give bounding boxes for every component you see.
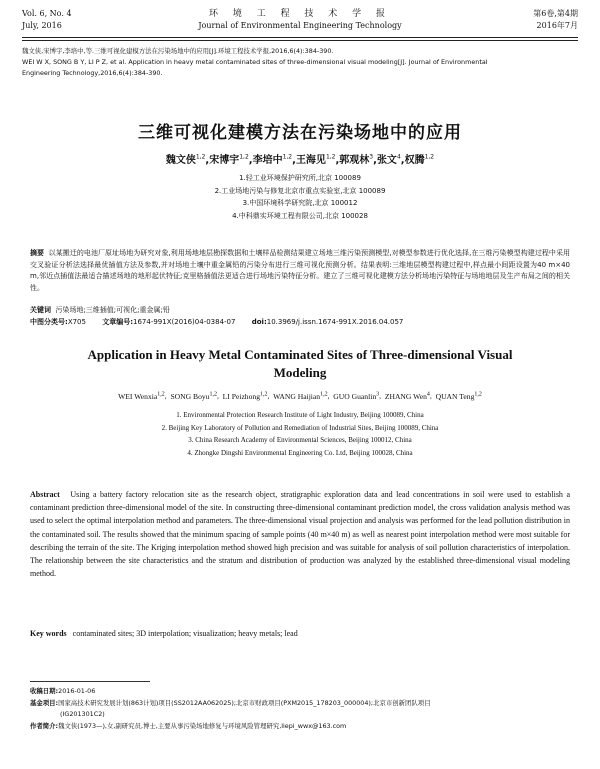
doc-number-value: 1674-991X(2016)04-0384-07 bbox=[133, 317, 236, 326]
keywords-en-label: Key words bbox=[30, 629, 67, 638]
citation-cn: 魏文侠,宋博宇,李培中,等.三维可视化建模方法在污染场地中的应用[J].环境工程技术学报,2016,6(4):384-390. bbox=[22, 47, 334, 55]
fund-project: 基金项目:国家高技术研究发展计划(863计划)项目(SS2012AA062025);北京市财政项目(PXM2015_178203_000004);北京市创新团队项目 bbox=[30, 698, 431, 707]
abstract-cn-label: 摘要 bbox=[30, 249, 45, 257]
affiliation-en: 1. Environmental Protection Research Institute of Light Industry, Beijing 100089, China bbox=[176, 411, 424, 419]
doc-number-label: 文章编号: bbox=[102, 317, 134, 326]
affiliation-cn: 2.工业场地污染与修复北京市重点实验室,北京 100089 bbox=[214, 186, 386, 195]
fund-project-cont: (IG201301C2) bbox=[60, 710, 105, 718]
date-cn: 2016年7月 bbox=[536, 21, 578, 30]
header-center bbox=[22, 8, 578, 32]
authors-cn: 魏文侠$^{1,2}$,宋博宇$^{1,2}$,李培中$^{1,2}$,王海见$^{1,2}$,郭观林$^3$,张文$^4$,权腾$^{1,2}$ bbox=[165, 153, 435, 166]
abstract-cn-text: 以某搬迁的电池厂原址场地为研究对象,利用场地地层勘探数据和土壤样品检测结果建立场地三维污染预测模型,对模型参数进行优化选择,在三维污染模型构建过程中采用交叉验证分析法选择最优插值方法及参数,并对场地土壤中重金属铅的污染分布进行三维可视化预测分析。结果表明:三维地层模型构建过程中,样点最小间距设置为40 m×40 m,邻近点插值法最适合描述场地的地形起伏特征;克里格插值法更适合进行场地污染特征分析。建立了三维可视化建模方法分析场地污染特征与场地地层及生产布局之间的相关性。 bbox=[30, 249, 571, 292]
authors-en: WEI Wenxia$^{1,2}$, SONG Boyu$^{1,2}$, LI Peizhong$^{1,2}$, WANG Haijian$^{1,2}$, GUO Guanlin$^3$, ZHANG Wen$^4$, QUAN Teng$^{1,2}$ bbox=[118, 391, 482, 401]
footnote-rule bbox=[30, 681, 150, 682]
author-cn: 魏文侠$^{1,2}$ bbox=[165, 153, 206, 166]
abstract-en-text: Using a battery factory relocation site as the research object, stratigraphic exploration data and lead concentrations in soil were used to establish a contaminant prediction three-dimensional model of the site. In constructing three-dimensional contaminant prediction model, the cross validation analysis method was used to select the optimal interpolation method and parameters. The three-dimensional visual projection and analysis was performed for the lead pollution distribution in the contaminated soil. The results showed that the minimum spacing of sample points (40 m×40 m) as well as nearest point interpolation method were most suitable for describing the terrain of the site. The Kriging interpolation method showed high precision and was suitable for analysis of soil pollution characteristics of interpolation. The relationship between the site characteristics and the stratum and distribution of production was analyzed by the established three-dimensional visual modeling method. bbox=[30, 490, 571, 579]
keywords-en-text: contaminated sites; 3D interpolation; visualization; heavy metals; lead bbox=[72, 629, 298, 638]
author-en: WANG Haijian$^{1,2}$ bbox=[273, 391, 328, 401]
affiliations-cn bbox=[0, 172, 600, 222]
affiliation-cn: 4.中科鼎实环境工程有限公司,北京 100028 bbox=[232, 211, 368, 220]
keywords-cn-text: 污染场地;三维插值;可视化;重金属;铅 bbox=[55, 306, 170, 314]
author-cn: 张文$^4$ bbox=[376, 153, 401, 166]
author-cn: 宋博宇$^{1,2}$ bbox=[209, 153, 249, 166]
citation-en-line2: Engineering Technology,2016,6(4):384-390. bbox=[22, 69, 163, 77]
volume-en: Vol. 6, No. 4 bbox=[22, 9, 72, 18]
author-en: LI Peizhong$^{1,2}$ bbox=[222, 391, 268, 401]
affiliation-en: 4. Zhongke Dingshi Environmental Engineering Co. Ltd, Beijing 100028, China bbox=[187, 448, 413, 457]
abstract-cn bbox=[30, 248, 570, 294]
title-cn: 三维可视化建模方法在污染场地中的应用 bbox=[138, 123, 462, 143]
author-bio: 作者简介:魏文侠(1973—),女,副研究员,博士,主要从事污染场地修复与环境风险管理研究,liepi_wwx@163.com bbox=[30, 721, 347, 730]
author-cn: 权腾$^{1,2}$ bbox=[404, 153, 435, 166]
affiliation-en: 3. China Research Academy of Environmental Sciences, Beijing 100012, China bbox=[188, 436, 412, 445]
classification-row bbox=[30, 317, 570, 329]
abstract-en-label: Abstract bbox=[30, 490, 60, 499]
author-en: SONG Boyu$^{1,2}$ bbox=[170, 391, 217, 401]
journal-name-cn: 环 境 工 程 技 术 学 报 bbox=[208, 9, 392, 19]
footnotes bbox=[30, 686, 570, 732]
affiliation-cn: 3.中国环境科学研究院,北京 100012 bbox=[242, 199, 358, 207]
author-en: QUAN Teng$^{1,2}$ bbox=[435, 391, 482, 401]
clc-label: 中图分类号: bbox=[30, 317, 68, 326]
received-date: 收稿日期:2016-01-06 bbox=[30, 687, 96, 695]
keywords-cn bbox=[30, 305, 570, 317]
author-cn: 李培中$^{1,2}$ bbox=[252, 153, 293, 166]
author-en: ZHANG Wen$^4$ bbox=[384, 391, 430, 401]
volume-cn: 第6卷,第4期 bbox=[533, 9, 578, 18]
header-right bbox=[533, 8, 578, 32]
citation-en-line1: WEI W X, SONG B Y, LI P Z, et al. Application in heavy metal contaminated sites of three-dimensional visual modeling[J]. Journal of Environmental bbox=[22, 58, 488, 66]
keywords-cn-label: 关键词 bbox=[30, 306, 51, 314]
keywords-en bbox=[30, 629, 570, 638]
citation-block bbox=[22, 46, 578, 79]
journal-name-en: Journal of Environmental Engineering Technology bbox=[198, 21, 402, 30]
title-en: Application in Heavy Metal Contaminated Sites of Three-dimensional Visual Modeling bbox=[87, 347, 513, 380]
author-cn: 王海见$^{1,2}$ bbox=[295, 153, 336, 166]
date-en: July, 2016 bbox=[22, 21, 62, 30]
clc-value: X705 bbox=[67, 317, 86, 326]
doi-value: 10.3969/j.issn.1674-991X.2016.04.057 bbox=[266, 317, 404, 326]
abstract-en bbox=[30, 488, 570, 580]
affiliations-en bbox=[0, 409, 600, 459]
running-header bbox=[22, 8, 578, 38]
header-rule bbox=[22, 37, 578, 38]
author-cn: 郭观林$^3$ bbox=[339, 153, 374, 166]
author-en: WEI Wenxia$^{1,2}$ bbox=[118, 391, 165, 401]
header-rule-thin bbox=[22, 40, 578, 41]
doi-label: doi: bbox=[251, 317, 267, 326]
affiliation-en: 2. Beijing Key Laboratory of Pollution and Remediation of Industrial Sites, Beijing 100089, China bbox=[161, 423, 439, 432]
author-en: GUO Guanlin$^3$ bbox=[333, 391, 380, 401]
affiliation-cn: 1.轻工业环境保护研究所,北京 100089 bbox=[239, 174, 361, 182]
metadata-cn bbox=[30, 305, 570, 328]
